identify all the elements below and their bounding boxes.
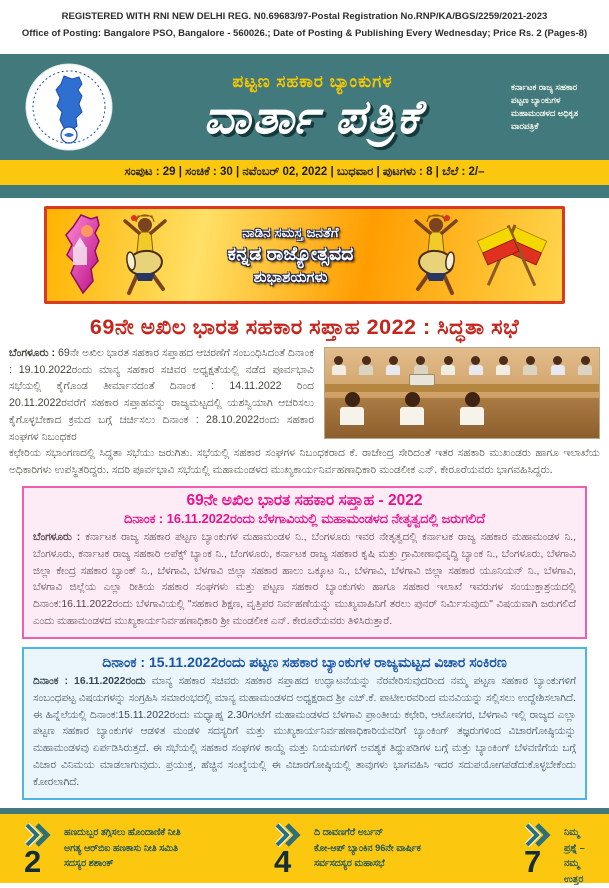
dollu-drummer-right-icon <box>406 209 466 301</box>
banner-wrap <box>0 198 609 309</box>
kannada-flags-icon <box>466 209 558 301</box>
pink-box-body-text: ಕರ್ನಾಟಕ ರಾಜ್ಯ ಸಹಕಾರ ಪಟ್ಟಣ ಬ್ಯಾಂಕುಗಳ ಮಹಾಮಂಡಳ ನಿ., ಬೆಂಗಳೂರು ಇವರ ನೇತೃತ್ವದಲ್ಲಿ ಕರ್ನಾಟಕ ರಾಜ್ಯ ಸಹಕಾರ ಮಹಾಮಂಡಳ ನಿ., ಬೆಂಗಳೂರು, ಕರ್ನಾಟಕ ರಾಜ್ಯ ಸಹಕಾರಿ ಅಪೆಕ್ಸ್ ಬ್ಯಾಂಕ ನಿ., ಬೆಂಗಳೂರು, ಕರ್ನಾಟಕ ರಾಜ್ಯ ಸಹಕಾರ ಕೃಷಿ ಮತ್ತು ಗ್ರಾಮೀಣಾಭಿವೃದ್ಧಿ ಬ್ಯಾಂಕ ನಿ., ಬೆಂಗಳೂರು, ಬೆಳಗಾವಿ ಜಿಲ್ಲಾ ಕೇಂದ್ರ ಸಹಕಾರ ಬ್ಯಾಂಕ್ ನಿ., ಬೆಳಗಾವಿ, ಬೆಳಗಾವಿ ಜಿಲ್ಲಾ ಸಹಕಾರ ಹಾಲು ಒಕ್ಕೂಟ ನಿ., ಬೆಳಗಾವಿ, ಬೆಳಗಾವಿ ಜಿಲ್ಲಾ ಸಹಕಾರ ಯೂನಿಯನ್ ನಿ., ಬೆಳಗಾವಿ, ಬೆಳಗಾವಿ ಜಿಲ್ಲೆಯ ಎಲ್ಲಾ ರೀತಿಯ ಸಹಕಾರ ಸಂಘಗಳು ಮತ್ತು ಪಟ್ಟಣ ಸಹಕಾರ ಬ್ಯಾಂಕುಗಳು ಹಾಗೂ ಸಹಕಾರ ಇಲಾಖೆ ಇವರುಗಳ ಸಂಯುಕ್ತಾಶ್ರಯದಲ್ಲಿ ದಿನಾಂಕ:16.11.2022ರಂದು ಬೆಳಗಾವಿಯಲ್ಲಿ "ಸಹಕಾರ ಶಿಕ್ಷಣ, ವೃತ್ತಿಪರ ನಿರ್ವಹಣೆಯನ್ನು ಮುಖ್ಯವಾಹಿನಿಗೆ ತರಲು ಪುನರ್ ನಿರ್ಮಿಸುವುದು" ವಿಷಯವಾಗಿ ಜರುಗಲಿದೆ ಎಂದು ಮಹಾಮಂಡಳದ ಮುಖ್ಯಕಾರ್ಯನಿರ್ವಹಣಾಧಿಕಾರಿ ಶ್ರೀ ಮಂಡಲೀಕ ಎನ್. ಕೇರೂರೆಯವರು ತಿಳಿಸಿರುತ್ತಾರೆ. <box>33 531 577 628</box>
banner-greeting-text <box>175 225 406 286</box>
meeting-photo <box>324 347 600 439</box>
photo-table <box>325 384 599 392</box>
page-number: 4 <box>274 843 292 879</box>
photo-printer <box>409 374 435 386</box>
pink-box-title: 69ನೇ ಅಖಿಲ ಭಾರತ ಸಹಕಾರ ಸಪ್ತಾಹ - 2022 <box>186 491 423 509</box>
blue-box-lead: ದಿನಾಂಕ : 16.11.2022ರಂದು <box>33 675 146 687</box>
pink-box-body <box>33 530 576 631</box>
teaser-line: ಸದಸ್ಯರ ಶಶಾಂಕ್ <box>64 858 114 869</box>
masthead-center <box>114 72 511 144</box>
karnataka-map-art <box>51 209 115 301</box>
footer <box>0 808 609 883</box>
banner-line-3: ಶುಭಾಶಯಗಳು <box>253 268 328 286</box>
blue-box-body <box>33 674 576 792</box>
photo-front-row <box>325 392 599 425</box>
lead-dateline: ಬೆಂಗಳೂರು : <box>9 347 56 359</box>
footer-teaser-1-text <box>60 823 187 883</box>
page-number: 2 <box>24 843 42 879</box>
footer-teaser-3-text <box>560 823 597 883</box>
banner-line-1: ನಾಡಿನ ಸಮಸ್ತ ಜನತೆಗೆ <box>242 224 339 240</box>
teaser-line: ಅಗತ್ಯ ಆರ್‌ಬಿಐ ಹಣಕಾಸು ನೀತಿ ಸಮಿತಿ <box>64 842 178 853</box>
registration-line-1: REGISTERED WITH RNI NEW DELHI REG. N0.69683/97-Postal Registration No.RNP/KA/BGS/2259/2021-2023 <box>61 11 548 22</box>
footer-teaser-2-text <box>310 823 427 883</box>
paper-title: ವಾರ್ತಾ ಪತ್ರಿಕೆ <box>203 90 422 144</box>
footer-teaser-3 <box>524 823 597 883</box>
teal-divider-strip <box>0 185 609 198</box>
lead-paragraph-2: ಕಛೇರಿಯ ಸಭಾಂಗಣದಲ್ಲಿ ಸಿದ್ಧತಾ ಸಭೆಯು ಜರುಗಿತು. ಸಭೆಯಲ್ಲಿ ಸಹಕಾರ ಸಂಘಗಳ ನಿಬಂಧಕರಾದ ಕೆ. ರಾಜೇಂದ್ರ ಸೇರಿದಂತೆ ಇತರ ಸಹಕಾರಿ ಮುಖಂಡರು ಹಾಗೂ ಇಲಾಖೆಯ ಅಧಿಕಾರಿಗಳು ಉಪಸ್ಥಿತರಿದ್ದರು. ಸದರಿ ಪೂರ್ವಭಾವಿ ಸಭೆಯಲ್ಲಿ ಮಹಾಮಂಡಳದ ಮುಖ್ಯಕಾರ್ಯನಿರ್ವಹಣಾಧಿಕಾರಿ ಮಂಡಲೀಕ ಎನ್. ಕೇರೂರೆಯವರು ಭಾಗವಹಿಸಿದ್ದರು. <box>9 447 600 477</box>
teaser-line: ಸರ್ವಸದಸ್ಯರ ಮಹಾಸಭೆ <box>314 858 385 869</box>
footer-teaser-2-left <box>274 823 310 883</box>
teaser-line: ನಮ್ಮ ಉತ್ತರ <box>564 858 584 885</box>
page-number: 7 <box>524 843 542 879</box>
teaser-line: ನಿಮ್ಮ ಪ್ರಶ್ನೆ – <box>564 826 585 853</box>
vichara-sankirana-box <box>22 647 587 800</box>
teaser-line: ಕೋ-ಆಪ್ ಬ್ಯಾಂಕಿನ 96ನೇ ವಾರ್ಷಿಕ <box>314 842 421 853</box>
banner-line-2: ಕನ್ನಡ ರಾಜ್ಯೋತ್ಸವದ <box>227 243 354 265</box>
masthead-tagline: ಕರ್ನಾಟಕ ರಾಜ್ಯ ಸಹಕಾರ ಪಟ್ಟಣ ಬ್ಯಾಂಕುಗಳ ಮಹಾಮಂಡಳದ ಅಧಿಕೃತ ವಾರಪತ್ರಿಕೆ <box>511 81 579 132</box>
footer-teaser-2 <box>274 823 524 883</box>
footer-teaser-1 <box>24 823 274 883</box>
rajyotsava-greeting-banner <box>44 206 565 304</box>
blue-box-title: ದಿನಾಂಕ : 15.11.2022ರಂದು ಪಟ್ಟಣ ಸಹಕಾರ ಬ್ಯಾಂಕುಗಳ ರಾಜ್ಯಮಟ್ಟದ ವಿಚಾರ ಸಂಕಿರಣ <box>102 653 507 670</box>
registration-header <box>0 0 609 54</box>
teaser-line: ಹಣದುಬ್ಬರ ತಗ್ಗಿಸಲು ಹೊಂದಾಣಿಕೆ ನೀತಿ <box>64 826 181 837</box>
pink-box-dateline: ಬೆಂಗಳೂರು : <box>33 531 81 543</box>
footer-teaser-3-left <box>524 823 560 883</box>
lead-paragraph-1-text: 69ನೇ ಅಖಿಲ ಭಾರತ ಸಹಕಾರ ಸಪ್ತಾಹದ ಆಚರಣೆಗೆ ಸಂಬಂಧಿಸಿದಂತೆ ದಿನಾಂಕ : 19.10.2022ರಂದು ಮಾನ್ಯ ಸಹಕಾರ ಸಚಿವರ ಅಧ್ಯಕ್ಷತೆಯಲ್ಲಿ ನಡೆದ ಪೂರ್ವಭಾವಿ ಸಭೆಯಲ್ಲಿ ಕೈಗೊಂಡ ತೀರ್ಮಾನದಂತೆ ದಿನಾಂಕ : 14.11.2022 ರಿಂದ 20.11.2022ರವರೆಗೆ ಸಹಕಾರ ಸಪ್ತಾಹವನ್ನು ರಾಜ್ಯಮಟ್ಟದಲ್ಲಿ ಯಶಸ್ವಿಯಾಗಿ ಆಚರಿಸಲು ಕೈಗೊಳ್ಳಬೇಕಾದ ಕ್ರಮದ ಬಗ್ಗೆ ಚರ್ಚಿಸಲು ದಿನಾಂಕ : 28.10.2022ರಂದು ಸಹಕಾರ ಸಂಘಗಳ ನಿಬಂಧಕರ <box>9 347 314 443</box>
registration-line-2: Office of Posting: Bangalore PSO, Bangalore - 560026.; Date of Posting & Publishing Every Wednesday; Price Rs. 2 (Pages-8) <box>21 27 588 39</box>
masthead <box>0 54 609 160</box>
photo-back-row <box>325 356 599 375</box>
dollu-drummer-left-icon <box>115 209 175 301</box>
teaser-line: ದಿ ದಾವಣಗೆರೆ ಅರ್ಬನ್ <box>314 826 384 837</box>
sahakara-saptaha-box <box>22 486 587 639</box>
issue-info-bar: ಸಂಪುಟ : 29 | ಸಂಚಿಕೆ : 30 | ನವೆಂಬರ್ 02, 2022 | ಬುಧವಾರ | ಪುಟಗಳು : 8 | ಬೆಲೆ : 2/– <box>0 160 609 185</box>
lead-headline: 69ನೇ ಅಖಿಲ ಭಾರತ ಸಹಕಾರ ಸಪ್ತಾಹ 2022 : ಸಿದ್ಧತಾ ಸಭೆ <box>89 315 520 339</box>
pink-box-subtitle: ದಿನಾಂಕ : 16.11.2022ರಂದು ಬೆಳಗಾವಿಯಲ್ಲಿ ಮಹಾಮಂಡಳದ ನೇತೃತ್ವದಲ್ಲಿ ಜರುಗಲಿದೆ <box>124 510 485 526</box>
masthead-kicker: ಪಟ್ಟಣ ಸಹಕಾರ ಬ್ಯಾಂಕುಗಳ <box>232 72 393 92</box>
lead-article <box>0 345 609 479</box>
federation-logo-karnataka-map-icon <box>24 62 114 152</box>
footer-teaser-1-left <box>24 823 60 883</box>
blue-box-body-text: ಮಾನ್ಯ ಸಹಕಾರ ಸಚಿವರು ಸಹಕಾರ ಸಪ್ತಾಹದ ಉದ್ಘಾಟನೆಯನ್ನು ನೆರವೇರಿಸುವುದರಿಂದ ನಮ್ಮ ಪಟ್ಟಣ ಸಹಕಾರ ಬ್ಯಾಂಕುಗಳಿಗೆ ಸಂಬಂಧಪಟ್ಟ ವಿಷಯಗಳನ್ನು ಸಂಗ್ರಹಿಸಿ ಸಮಾರಂಭದಲ್ಲಿ ಮಾನ್ಯ ಮಹಾಮಂಡಳದ ಅಧ್ಯಕ್ಷರಾದ ಶ್ರೀ ಎಚ್.ಕೆ. ಪಾಟೀಲರವರಿಂದ ಮನವಿಯನ್ನು ಸಲ್ಲಿಸಲು ಉದ್ದೇಶಿಸಲಾಗಿದೆ. ಈ ಹಿನ್ನೆಲೆಯಲ್ಲಿ ದಿನಾಂಕ:15.11.2022ರಂದು ಮಧ್ಯಾಹ್ನ 2.30ಗಂಟೆಗೆ ಮಹಾಮಂಡಳದ ಬೆಳಗಾವಿ ಪ್ರಾಂತೀಯ ಕಛೇರಿ, ಆಟೋನಗರ, ಬೆಳಗಾವಿ ಇಲ್ಲಿ ರಾಜ್ಯದ ಎಲ್ಲಾ ಪಟ್ಟಣ ಸಹಕಾರ ಬ್ಯಾಂಕುಗಳ ಆಡಳಿತ ಮಂಡಳಿ ಸದಸ್ಯರಿಗೆ ಮತ್ತು ಮುಖ್ಯಕಾರ್ಯನಿರ್ವಹಣಾಧಿಕಾರಿಯವರಿಗೆ ಬ್ಯಾಂಕಿಂಗ್ ತಜ್ಞರುಗಳಿಂದ ವಿಚಾರಗೋಷ್ಠಿಯನ್ನು ಮಹಾಮಂಡಳವು ಏರ್ಪಡಿಸಿರುತ್ತದೆ. ಈ ಸಭೆಯಲ್ಲಿ ಸಹಕಾರ ಸಂಘಗಳ ಕಾಯ್ದೆ ಮತ್ತು ನಿಯಮಗಳಿಗೆ ಅವಶ್ಯಕ ತಿದ್ದುಪಡಿಗಳ ಬಗ್ಗೆ ಮತ್ತು ಬ್ಯಾಂಕಿಂಗ್ ಬೆಳವಣಿಗೆಯ ಬಗ್ಗೆ ವಿಚಾರ ವಿನಿಮಯ ಮಾಡಲಾಗುವುದು. ಪ್ರಯುಕ್ತ, ಹೆಚ್ಚಿನ ಸಂಖ್ಯೆಯಲ್ಲಿ ಈ ವಿಚಾರಗೋಷ್ಠಿಯಲ್ಲಿ ತಾವುಗಳು ಭಾಗವಹಿಸಿ ಇದರ ಸದುಪಯೋಗಪಡೆದುಕೊಳ್ಳಬೇಕೆಂದು ಕೋರಲಾಗಿದೆ. <box>33 675 577 788</box>
footer-teaser-bar <box>0 814 609 883</box>
